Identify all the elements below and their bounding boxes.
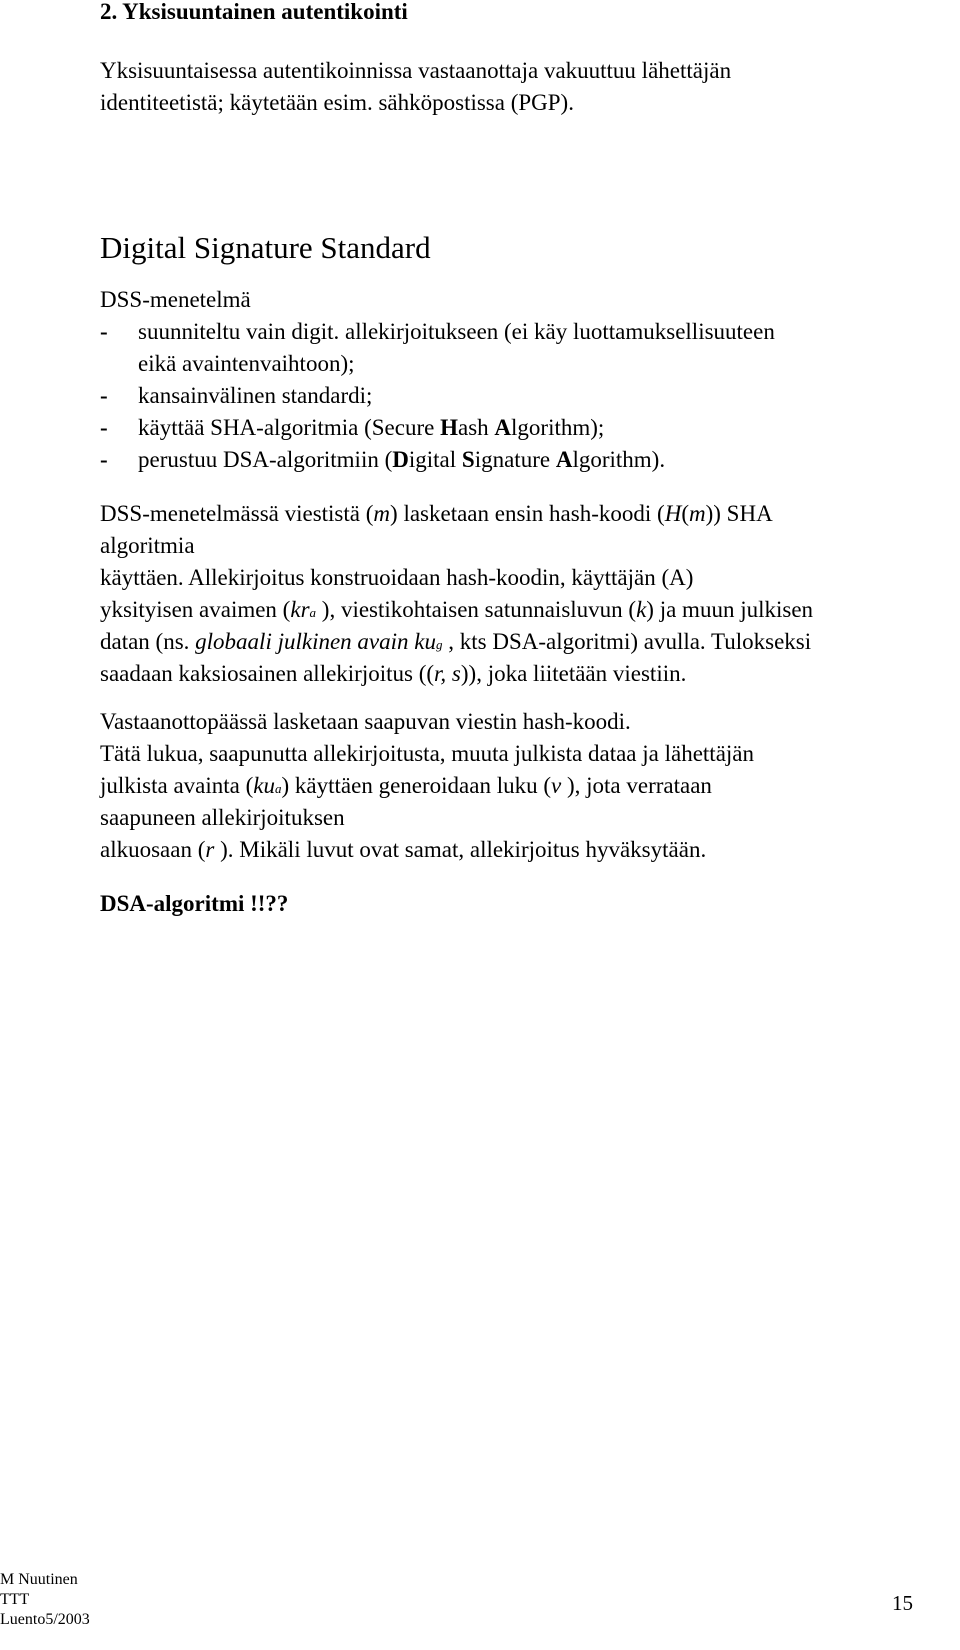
- list-item: [100, 412, 940, 444]
- intro-line-2: identiteetistä; käytetään esim. sähköpostissa (PGP).: [100, 90, 574, 115]
- list-item-2: kansainvälinen standardi;: [138, 383, 373, 408]
- para1-line-6: saadaan kaksiosainen allekirjoitus ((r, s)), joka liitetään viestiin.: [100, 661, 687, 686]
- para1-line-3: käyttäen. Allekirjoitus konstruoidaan hash-koodin, käyttäjän (A): [100, 565, 694, 590]
- list-item-1-line-2: eikä avaintenvaihtoon);: [138, 351, 355, 376]
- para1-line-2: algoritmia: [100, 533, 195, 558]
- intro-line-1: Yksisuuntaisessa autentikoinnissa vastaanottaja vakuuttuu lähettäjän: [100, 58, 732, 83]
- list-item: [100, 444, 940, 476]
- para1-line-5: datan (ns. globaali julkinen avain kug , kts DSA-algoritmi) avulla. Tulokseksi: [100, 629, 812, 654]
- footer-author: M Nuutinen: [0, 1571, 78, 1588]
- footer-course: TTT: [0, 1591, 30, 1608]
- para1-line-4: yksityisen avaimen (kra ), viestikohtaisen satunnaisluvun (k) ja muun julkisen: [100, 597, 814, 622]
- dsa-heading: DSA-algoritmi !!??: [100, 891, 289, 916]
- verification-paragraph: [100, 706, 940, 866]
- dss-method-section: [100, 284, 940, 476]
- dash-bullet: -: [100, 383, 108, 408]
- dash-bullet: -: [100, 319, 108, 344]
- dss-description-paragraph: [100, 498, 940, 690]
- dash-bullet: -: [100, 415, 108, 440]
- dash-bullet: -: [100, 447, 108, 472]
- para2-line-5: alkuosaan (r ). Mikäli luvut ovat samat, allekirjoitus hyväksytään.: [100, 837, 707, 862]
- footer-lecture: Luento5/2003: [0, 1611, 90, 1628]
- list-item: [100, 316, 940, 348]
- list-item-1-line-1: suunniteltu vain digit. allekirjoitukseen (ei käy luottamuksellisuuteen: [138, 319, 775, 344]
- para1-line-1: DSS-menetelmässä viestistä (m) lasketaan ensin hash-koodi (H(m)) SHA: [100, 501, 773, 526]
- list-item: [100, 380, 940, 412]
- section-heading: 2. Yksisuuntainen autentikointi: [100, 0, 408, 24]
- dss-title: Digital Signature Standard: [100, 230, 431, 265]
- dss-method-label: DSS-menetelmä: [100, 287, 251, 312]
- page-number: 15: [892, 1591, 913, 1615]
- footer-info: [0, 1570, 90, 1630]
- para2-line-3: julkista avainta (kua) käyttäen generoidaan luku (v ), jota verrataan: [100, 773, 712, 798]
- list-item-4: perustuu DSA-algoritmiin (Digital Signature Algorithm).: [138, 447, 666, 472]
- para2-line-2: Tätä lukua, saapunutta allekirjoitusta, muuta julkista dataa ja lähettäjän: [100, 741, 754, 766]
- list-item-3: käyttää SHA-algoritmia (Secure Hash Algorithm);: [138, 415, 605, 440]
- intro-paragraph: [100, 55, 940, 119]
- para2-line-4: saapuneen allekirjoituksen: [100, 805, 345, 830]
- para2-line-1: Vastaanottopäässä lasketaan saapuvan viestin hash-koodi.: [100, 709, 631, 734]
